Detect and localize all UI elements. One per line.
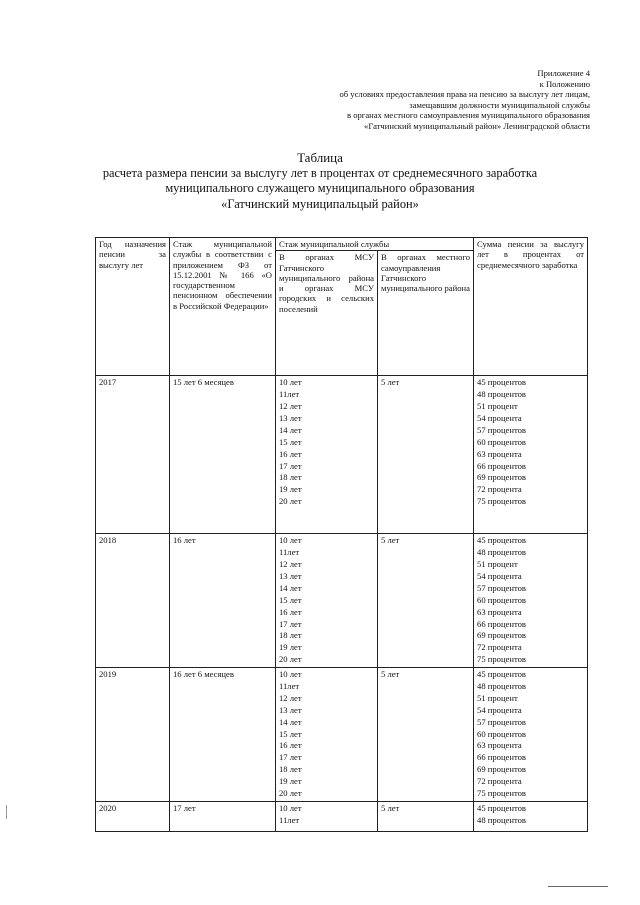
service-years-item: 16 лет	[279, 448, 302, 459]
header-total-service: Стаж муниципальной службы в соответствии с приложением ФЗ от 15.12.2001 № 166 «О государственном пенсионном обеспечении в Российской Федерации»	[170, 238, 276, 376]
title-word: Таблица	[297, 150, 343, 165]
service-years-item: 13 лет	[279, 704, 302, 715]
appendix-line: «Гатчинский муниципальный район» Ленинградской области	[364, 120, 590, 131]
percent-item: 75 процентов	[477, 788, 526, 798]
service-years-item: 15 лет	[279, 594, 302, 605]
service-years-item: 13 лет	[279, 570, 302, 581]
appendix-line: Приложение 4	[537, 68, 590, 78]
service-years-item: 20 лет	[279, 788, 302, 798]
percent-item: 51 процент	[477, 401, 518, 412]
local-service-cell: 5 лет	[378, 801, 474, 831]
municipal-years-cell	[276, 376, 378, 534]
percent-item: 48 процентов	[477, 814, 526, 825]
percent-item: 72 процента	[477, 776, 522, 787]
percent-item: 63 процента	[477, 606, 522, 617]
service-years-item: 11лет	[279, 680, 300, 691]
percent-item: 51 процент	[477, 692, 518, 703]
percent-item: 57 процентов	[477, 582, 526, 593]
percent-item: 45 процентов	[477, 535, 526, 546]
percent-item: 48 процентов	[477, 389, 526, 400]
service-years-item: 11лет	[279, 389, 300, 400]
total-service-cell: 16 лет 6 месяцев	[170, 668, 276, 802]
local-service-cell: 5 лет	[378, 376, 474, 534]
percent-item: 45 процентов	[477, 802, 526, 813]
appendix-line: замещавшим должности муниципальной службы	[409, 99, 590, 110]
total-service-cell: 16 лет	[170, 534, 276, 668]
service-years-item: 10 лет	[279, 669, 302, 680]
service-years-item: 20 лет	[279, 496, 302, 507]
percent-item: 72 процента	[477, 484, 522, 495]
header-pension-amount: Сумма пенсии за выслугу лет в процентах от среднемесячного заработка	[474, 238, 588, 376]
percent-item: 57 процентов	[477, 424, 526, 435]
percent-item: 66 процентов	[477, 752, 526, 763]
service-years-item: 14 лет	[279, 424, 302, 435]
service-years-item: 15 лет	[279, 436, 302, 447]
appendix-header	[339, 68, 590, 132]
percent-item: 63 процента	[477, 740, 522, 751]
service-years-item: 12 лет	[279, 401, 302, 412]
year-cell: 2020	[96, 801, 170, 831]
year-cell: 2019	[96, 668, 170, 802]
percent-item: 60 процентов	[477, 728, 526, 739]
table-row	[96, 376, 588, 534]
title-line: расчета размера пенсии за выслугу лет в процентах от среднемесячного заработка	[102, 165, 538, 180]
percent-item: 45 процентов	[477, 377, 526, 388]
percent-item: 54 процента	[477, 412, 522, 423]
table-row	[96, 668, 588, 802]
service-years-item: 17 лет	[279, 460, 302, 471]
service-years-item: 10 лет	[279, 802, 302, 813]
header-year: Год назначения пенсии за выслугу лет	[96, 238, 170, 376]
percent-item: 48 процентов	[477, 680, 526, 691]
percent-item: 75 процентов	[477, 654, 526, 665]
service-years-item: 17 лет	[279, 752, 302, 763]
service-years-item: 15 лет	[279, 728, 302, 739]
percent-item: 51 процент	[477, 559, 518, 570]
header-municipal-service: Стаж муниципальной службы	[276, 238, 474, 251]
service-years-item: 14 лет	[279, 582, 302, 593]
local-service-cell: 5 лет	[378, 668, 474, 802]
service-years-item: 19 лет	[279, 642, 302, 653]
service-years-item: 10 лет	[279, 377, 302, 388]
municipal-years-cell	[276, 668, 378, 802]
service-years-item: 13 лет	[279, 412, 302, 423]
service-years-item: 11лет	[279, 547, 300, 558]
percent-item: 66 процентов	[477, 460, 526, 471]
percent-item: 69 процентов	[477, 630, 526, 641]
title-line: «Гатчинский муниципальцый район»	[221, 196, 419, 211]
footer-line	[548, 886, 608, 887]
percent-item: 60 процентов	[477, 594, 526, 605]
percent-item: 63 процента	[477, 448, 522, 459]
percent-item: 48 процентов	[477, 547, 526, 558]
percent-item: 54 процента	[477, 570, 522, 581]
table-row	[96, 534, 588, 668]
year-cell: 2018	[96, 534, 170, 668]
percent-item: 54 процента	[477, 704, 522, 715]
total-service-cell: 15 лет 6 месяцев	[170, 376, 276, 534]
appendix-line: в органах местного самоуправления муниципального образования	[347, 110, 590, 121]
document-title	[0, 150, 640, 212]
service-years-item: 11лет	[279, 814, 300, 825]
municipal-years-cell	[276, 534, 378, 668]
appendix-line: к Положению	[539, 78, 590, 89]
percent-item: 60 процентов	[477, 436, 526, 447]
service-years-item: 18 лет	[279, 630, 302, 641]
pension-table	[95, 237, 588, 832]
service-years-item: 12 лет	[279, 692, 302, 703]
service-years-item: 14 лет	[279, 716, 302, 727]
service-years-item: 18 лет	[279, 472, 302, 483]
header-local-government: В органах местного самоуправления Гатчинского муниципального района	[378, 251, 474, 376]
percent-cell	[474, 376, 588, 534]
header-msu-district: В органах МСУ Гатчинского муниципального района и органах МСУ городских и сельских поселений	[276, 251, 378, 376]
total-service-cell: 17 лет	[170, 801, 276, 831]
margin-mark	[6, 805, 13, 819]
service-years-item: 12 лет	[279, 559, 302, 570]
service-years-item: 10 лет	[279, 535, 302, 546]
municipal-years-cell	[276, 801, 378, 831]
service-years-item: 16 лет	[279, 740, 302, 751]
percent-item: 72 процента	[477, 642, 522, 653]
service-years-item: 19 лет	[279, 776, 302, 787]
local-service-cell: 5 лет	[378, 534, 474, 668]
percent-item: 69 процентов	[477, 472, 526, 483]
service-years-item: 19 лет	[279, 484, 302, 495]
table-row	[96, 801, 588, 831]
percent-cell	[474, 801, 588, 831]
service-years-item: 17 лет	[279, 618, 302, 629]
percent-item: 57 процентов	[477, 716, 526, 727]
percent-item: 69 процентов	[477, 764, 526, 775]
percent-cell	[474, 534, 588, 668]
appendix-line: об условиях предоставления права на пенсию за выслугу лет лицам,	[339, 89, 590, 100]
header-row	[96, 238, 588, 251]
title-line: муниципального служащего муниципального образования	[165, 181, 475, 195]
year-cell: 2017	[96, 376, 170, 534]
service-years-item: 18 лет	[279, 764, 302, 775]
percent-item: 45 процентов	[477, 669, 526, 680]
percent-cell	[474, 668, 588, 802]
service-years-item: 16 лет	[279, 606, 302, 617]
percent-item: 66 процентов	[477, 618, 526, 629]
percent-item: 75 процентов	[477, 496, 526, 507]
service-years-item: 20 лет	[279, 654, 302, 665]
